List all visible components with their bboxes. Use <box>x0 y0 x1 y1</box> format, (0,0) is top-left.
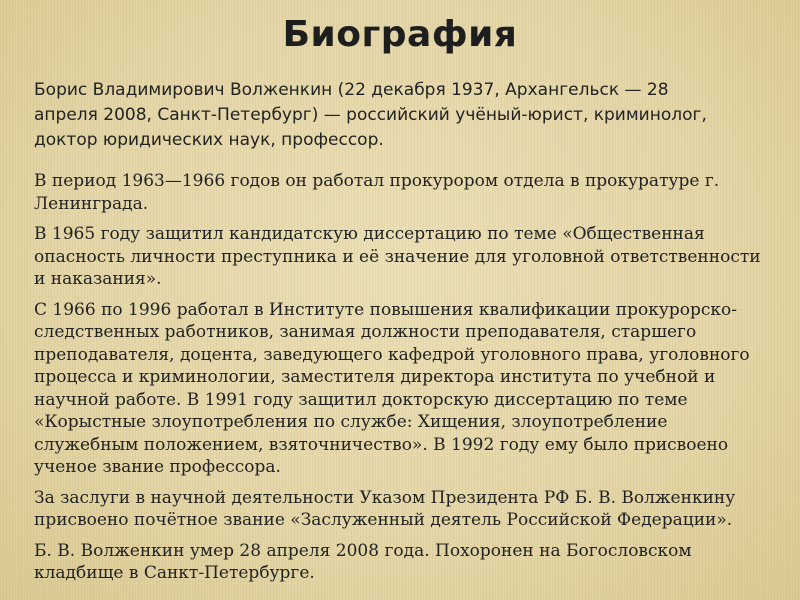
paragraph-prosecutor: В период 1963—1966 годов он работал прокурором отдела в прокуратуре г. Ленинграда. <box>34 171 720 214</box>
paragraph-honorary-title: За заслуги в научной деятельности Указом Президента РФ Б. В. Волженкину присвоено почётное звание «Заслуженный деятель Российской Федерации». <box>34 487 736 530</box>
paragraph-death: Б. В. Волженкин умер 28 апреля 2008 года. Похоронен на Богословском кладбище в Санкт-Петербурге. <box>34 540 692 583</box>
intro-paragraph: Борис Владимирович Волженкин (22 декабря 1937, Архангельск — 28 апреля 2008, Санкт-Петербург) — российский учёный-юрист, криминолог, доктор юридических наук, профессор. <box>34 80 707 150</box>
biography-body <box>34 170 774 593</box>
paragraph-institute-career: С 1966 по 1996 работал в Институте повышения квалификации прокурорско-следственных работников, занимая должности преподавателя, старшего преподавателя, доцента, заведующего кафедрой уголовного права, уголовного процесса и криминологии, заместителя директора института по учебной и научной работе. В 1991 году защитил докторскую диссертацию по теме «Корыстные злоупотребления по службе: Хищения, злоупотребление служебным положением, взяточничество». В 1992 году ему было присвоено ученое звание профессора. <box>34 299 750 477</box>
slide-title: Биография <box>282 14 518 55</box>
paragraph-candidate-thesis: В 1965 году защитил кандидатскую диссертацию по теме «Общественная опасность личности преступника и её значение для уголовной ответственности и наказания». <box>34 224 761 289</box>
